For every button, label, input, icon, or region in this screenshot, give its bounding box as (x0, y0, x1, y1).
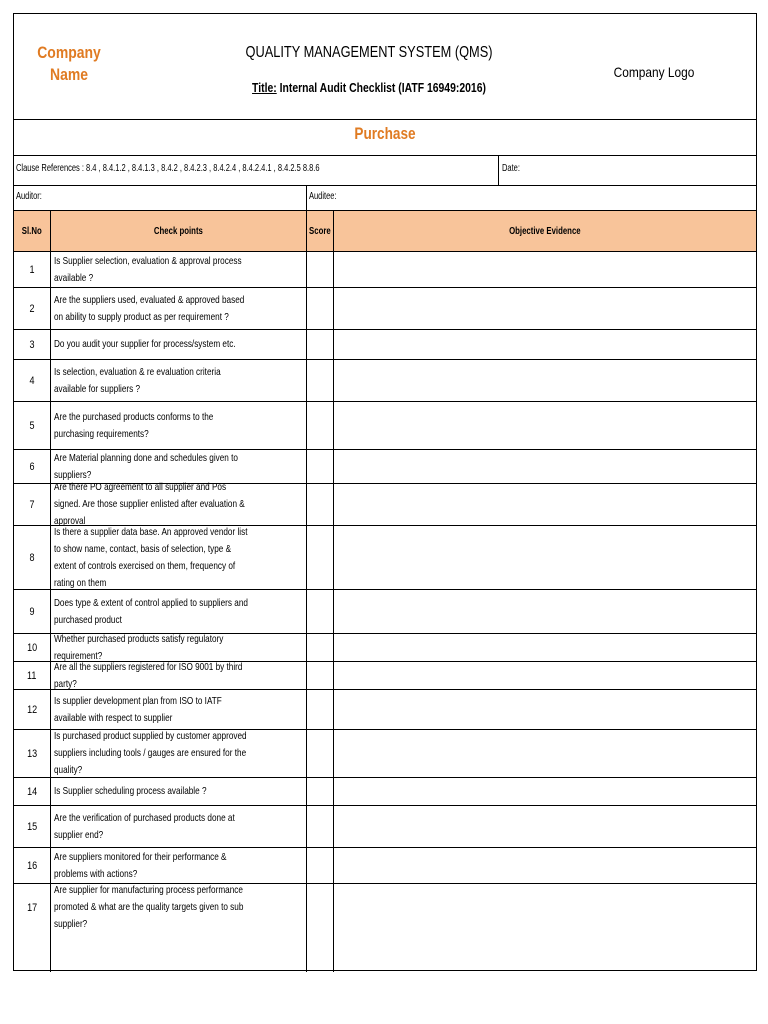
table-row (14, 449, 756, 483)
check-point: Is Supplier scheduling process available ? (54, 785, 207, 797)
objective-evidence-cell[interactable] (336, 690, 756, 729)
table-row (14, 661, 756, 689)
row-number: 7 (29, 498, 35, 511)
row-number: 5 (29, 419, 35, 432)
row-number: 6 (29, 460, 35, 473)
system-title (164, 44, 574, 64)
company-name (14, 42, 124, 92)
company-logo (574, 64, 734, 84)
company-name-line1: Company (37, 43, 101, 62)
row-number: 10 (26, 641, 38, 654)
header-score: Score (309, 225, 331, 237)
check-point: Are all the suppliers registered for ISO 9001 by third party? (54, 660, 243, 690)
section-title (14, 124, 756, 154)
date-label: Date: (502, 163, 520, 174)
objective-evidence-cell[interactable] (336, 848, 756, 883)
table-row (14, 287, 756, 329)
objective-evidence-cell[interactable] (336, 526, 756, 589)
section-title-text: Purchase (354, 124, 416, 143)
row-number: 3 (29, 338, 35, 351)
auditee-label: Auditee: (309, 191, 337, 202)
table-row (14, 329, 756, 359)
row-number: 14 (26, 785, 38, 798)
document-title (164, 80, 574, 100)
table-row (14, 251, 756, 287)
table-row (14, 483, 756, 525)
check-point: Are the verification of purchased products done at supplier end? (54, 811, 235, 841)
date-field[interactable] (502, 163, 602, 179)
objective-evidence-cell[interactable] (336, 330, 756, 359)
check-point: Do you audit your supplier for process/system etc. (54, 338, 236, 350)
clause-references (16, 163, 496, 179)
company-logo-text: Company Logo (613, 64, 695, 80)
auditee-field[interactable] (309, 191, 509, 207)
objective-evidence-cell[interactable] (336, 288, 756, 329)
objective-evidence-cell[interactable] (336, 484, 756, 525)
table-row (14, 805, 756, 847)
objective-evidence-cell[interactable] (336, 634, 756, 661)
check-point: Are supplier for manufacturing process performance promoted & what are the quality targets given to sub supplier? (54, 884, 244, 930)
header-objective-evidence: Objective Evidence (509, 225, 581, 237)
check-point: Are suppliers monitored for their performance & problems with actions? (54, 850, 227, 880)
table-row (14, 729, 756, 777)
system-title-text: QUALITY MANAGEMENT SYSTEM (QMS) (245, 44, 493, 61)
check-point: Whether purchased products satisfy regulatory requirement? (54, 632, 224, 662)
table-row (14, 589, 756, 633)
row-number: 13 (26, 747, 38, 760)
objective-evidence-cell[interactable] (336, 252, 756, 287)
objective-evidence-cell[interactable] (336, 730, 756, 777)
table-row (14, 359, 756, 401)
clause-references-text: Clause References : 8.4 , 8.4.1.2 , 8.4.1.3 , 8.4.2 , 8.4.2.3 , 8.4.2.4 , 8.4.2.4.1 , 8.4.2.5 8.8.6 (16, 163, 320, 174)
objective-evidence-cell[interactable] (336, 590, 756, 633)
row-number: 2 (29, 302, 35, 315)
objective-evidence-cell[interactable] (336, 884, 756, 931)
row-number: 4 (29, 374, 35, 387)
row-number: 17 (26, 901, 38, 914)
table-row (14, 689, 756, 729)
table-row (14, 847, 756, 883)
check-point: Is Supplier selection, evaluation & approval process available ? (54, 254, 242, 284)
objective-evidence-cell[interactable] (336, 662, 756, 689)
auditor-label: Auditor: (16, 191, 42, 202)
objective-evidence-cell[interactable] (336, 402, 756, 449)
auditor-field[interactable] (16, 191, 216, 207)
check-point: Are the suppliers used, evaluated & approved based on ability to supply product as per requirement ? (54, 293, 245, 323)
check-point: Are the purchased products conforms to the purchasing requirements? (54, 410, 214, 440)
check-point: Is supplier development plan from ISO to IATF available with respect to supplier (54, 694, 222, 724)
check-point: Are there PO agreement to all supplier and Pos signed. Are those supplier enlisted after evaluation & approval (54, 481, 245, 527)
row-number: 11 (27, 669, 37, 682)
company-name-line2: Name (50, 65, 88, 84)
objective-evidence-cell[interactable] (336, 360, 756, 401)
row-number: 8 (29, 551, 35, 564)
table-row (14, 401, 756, 449)
objective-evidence-cell[interactable] (336, 778, 756, 805)
check-point: Is there a supplier data base. An approved vendor list to show name, contact, basis of selection, type & extent of controls exercised on them, frequency of rating on them (54, 525, 248, 589)
row-number: 12 (26, 703, 38, 716)
check-point: Is selection, evaluation & re evaluation criteria available for suppliers ? (54, 365, 221, 395)
table-row (14, 883, 756, 931)
table-header (14, 211, 756, 251)
row-number: 16 (26, 859, 38, 872)
checklist-rows (14, 251, 756, 972)
table-row (14, 633, 756, 661)
document-title-text: Internal Audit Checklist (IATF 16949:2016) (279, 80, 486, 95)
objective-evidence-cell[interactable] (336, 806, 756, 847)
table-row (14, 525, 756, 589)
check-point: Does type & extent of control applied to suppliers and purchased product (54, 596, 248, 626)
header-slno: Sl.No (22, 225, 42, 237)
table-row (14, 777, 756, 805)
audit-checklist-sheet (13, 13, 757, 971)
check-point: Are Material planning done and schedules given to suppliers? (54, 451, 238, 481)
document-title-label: Title: (252, 80, 277, 95)
row-number: 1 (29, 263, 35, 276)
row-number: 15 (26, 820, 38, 833)
header-checkpoints: Check points (154, 225, 203, 237)
objective-evidence-cell[interactable] (336, 450, 756, 483)
row-number: 9 (29, 605, 35, 618)
check-point: Is purchased product supplied by customer approved suppliers including tools / gauges are ensured for the quality? (54, 730, 247, 776)
